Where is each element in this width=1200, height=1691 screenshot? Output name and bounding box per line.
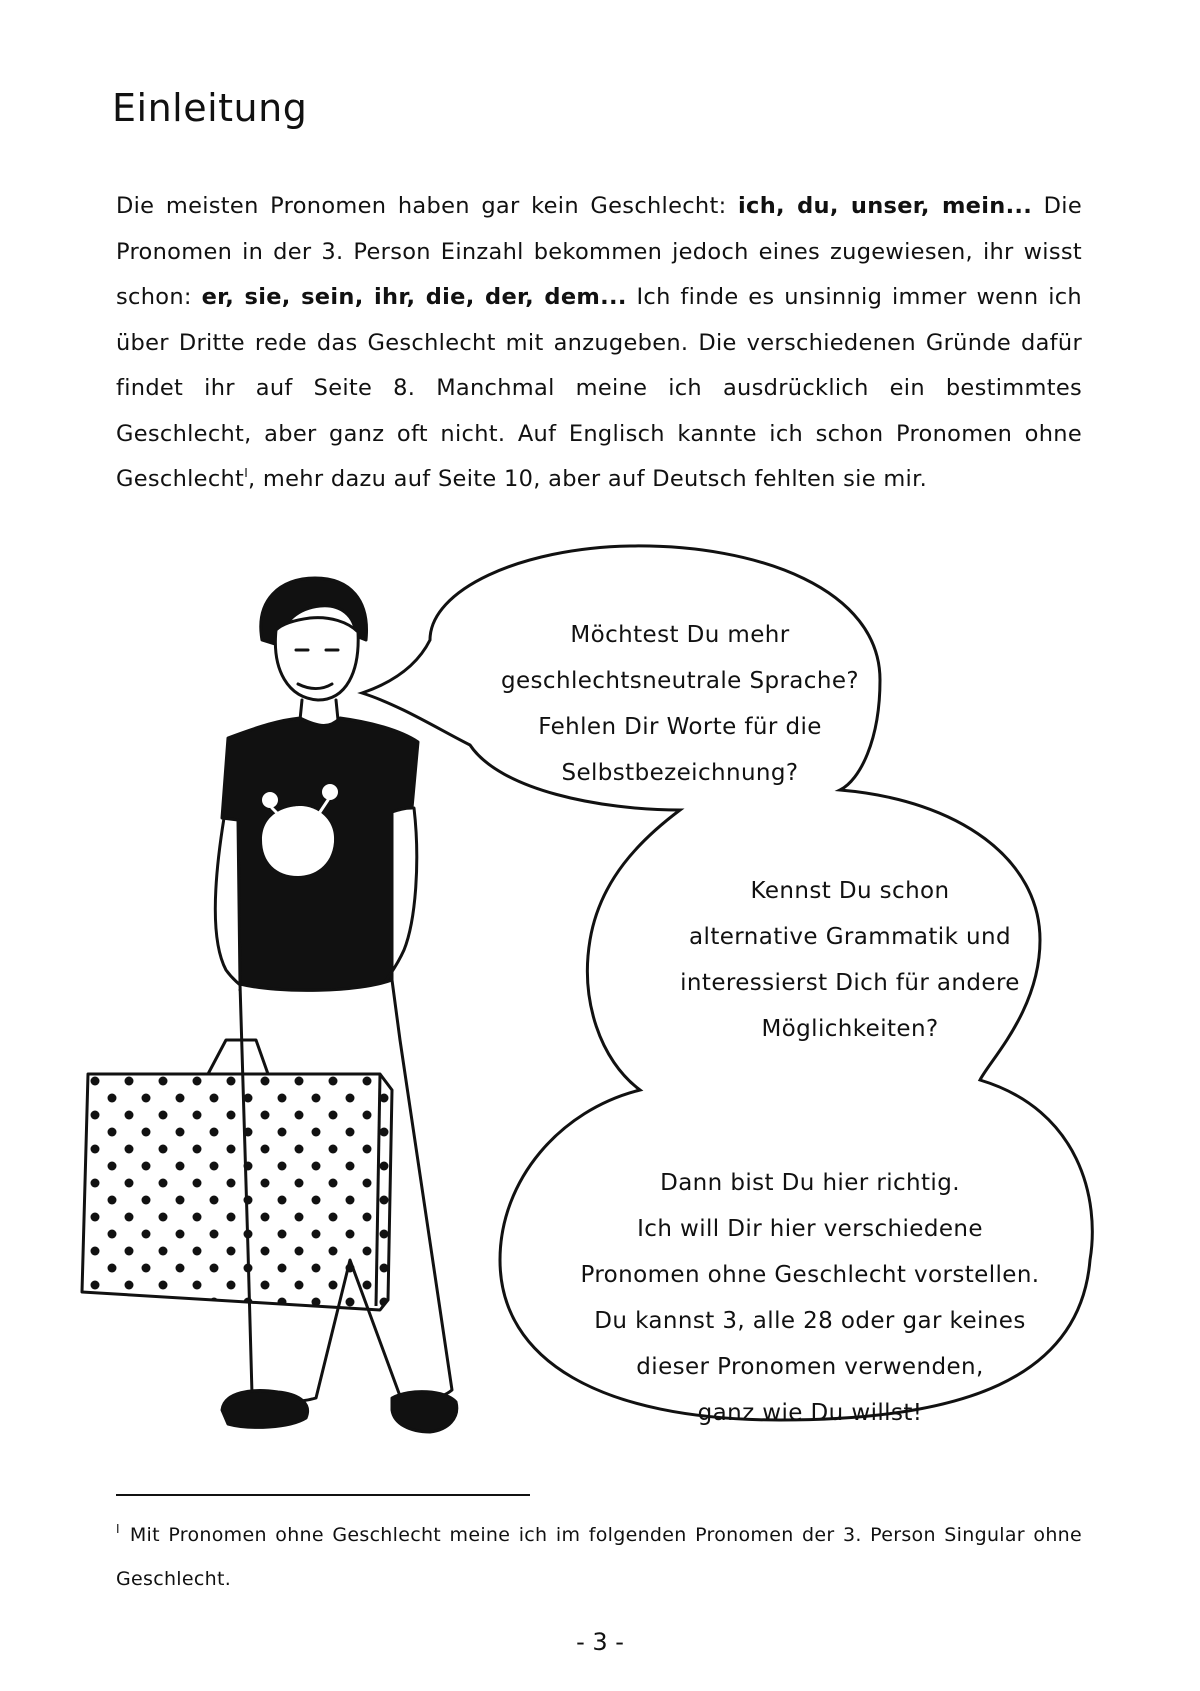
intro-text-4: , mehr dazu auf Seite 10, aber auf Deutsch fehlten sie mir. [248, 466, 928, 492]
bubble-line: Dann bist Du hier richtig. [660, 1170, 960, 1196]
bubble-line: alternative Grammatik und [689, 924, 1011, 950]
intro-bold-1: ich, du, unser, mein... [738, 193, 1033, 219]
bubble-line: geschlechtsneutrale Sprache? [501, 668, 859, 694]
intro-paragraph [116, 184, 1082, 503]
bubble-line: Möglichkeiten? [761, 1016, 939, 1042]
bubble-line: Selbstbezeichnung? [561, 760, 799, 786]
suitcase-drawing [82, 1040, 392, 1310]
intro-text-3: Ich finde es unsinnig immer wenn ich über Dritte rede das Geschlecht mit anzugeben. Die verschiedenen Gründe dafür findet ihr auf Seite 8. Manchmal meine ich ausdrücklich ein bestimmtes Geschlecht, aber ganz oft nicht. Auf Englisch kannte ich schon Pronomen ohne Geschlecht [116, 284, 1082, 492]
bubble-line: ganz wie Du willst! [697, 1400, 923, 1426]
bubble-line: Ich will Dir hier verschiedene [637, 1216, 983, 1242]
bubble-line: Du kannst 3, alle 28 oder gar keines [594, 1308, 1026, 1334]
intro-text-2: Die Pronomen in der 3. Person Einzahl bekommen jedoch eines zugewiesen, ihr wisst schon: [116, 193, 1082, 310]
page-title: Einleitung [112, 86, 308, 130]
footnote-divider [116, 1494, 530, 1496]
footnote-mark: I [116, 1522, 120, 1536]
footnote-reference[interactable]: I [244, 466, 249, 480]
page-number: - 3 - [576, 1628, 624, 1656]
bubble-line: Kennst Du schon [750, 878, 950, 904]
footnote-text: Mit Pronomen ohne Geschlecht meine ich im folgenden Pronomen der 3. Person Singular ohne Geschlecht. [116, 1524, 1082, 1590]
intro-text-1: Die meisten Pronomen haben gar kein Geschlecht: [116, 193, 739, 219]
bubble-text-2 [640, 868, 1060, 1052]
bubble-line: Pronomen ohne Geschlecht vorstellen. [580, 1262, 1040, 1288]
footnote [116, 1514, 1082, 1600]
bubble-text-1 [460, 612, 900, 796]
bubble-line: dieser Pronomen verwenden, [636, 1354, 984, 1380]
bubble-text-3 [530, 1160, 1090, 1436]
bubble-line: interessierst Dich für andere [680, 970, 1020, 996]
bubble-line: Fehlen Dir Worte für die [538, 714, 822, 740]
intro-bold-2: er, sie, sein, ihr, die, der, dem... [201, 284, 627, 310]
bubble-line: Möchtest Du mehr [570, 622, 790, 648]
